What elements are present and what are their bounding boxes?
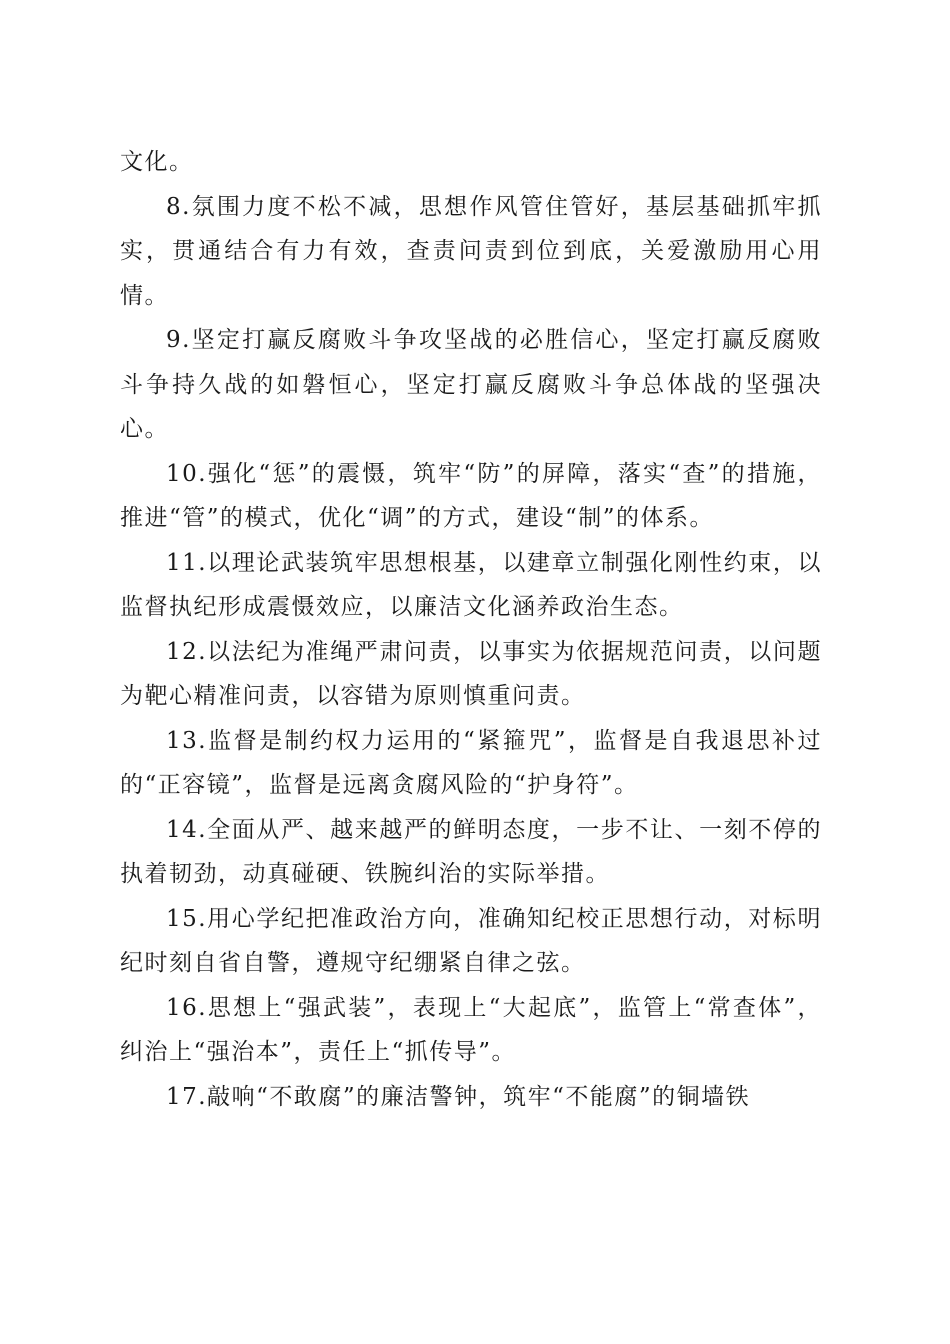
paragraph-item-12: 12.以法纪为准绳严肃问责，以事实为依据规范问责，以问题为靶心精准问责，以容错为原则慎重问责。 <box>120 638 822 709</box>
paragraph-item-14: 14.全面从严、越来越严的鲜明态度，一步不让、一刻不停的执着韧劲，动真碰硬、铁腕纠治的实际举措。 <box>120 816 822 887</box>
paragraph-item-17: 17.敲响“不敢腐”的廉洁警钟，筑牢“不能腐”的铜墙铁 <box>166 1083 751 1110</box>
paragraph-item-9: 9.坚定打赢反腐败斗争攻坚战的必胜信心，坚定打赢反腐败斗争持久战的如磐恒心，坚定打赢反腐败斗争总体战的坚强决心。 <box>120 327 822 442</box>
paragraph-continuation: 文化。 <box>120 149 194 175</box>
paragraph-item-10: 10.强化“惩”的震慑，筑牢“防”的屏障，落实“查”的措施，推进“管”的模式，优化“调”的方式，建设“制”的体系。 <box>120 460 822 531</box>
paragraph-item-11: 11.以理论武装筑牢思想根基，以建章立制强化刚性约束，以监督执纪形成震慑效应，以廉洁文化涵养政治生态。 <box>120 549 822 620</box>
paragraph-item-16: 16.思想上“强武装”，表现上“大起底”，监管上“常查体”，纠治上“强治本”，责任上“抓传导”。 <box>120 994 822 1065</box>
document-page <box>120 140 822 1119</box>
paragraph-item-15: 15.用心学纪把准政治方向，准确知纪校正思想行动，对标明纪时刻自省自警，遵规守纪绷紧自律之弦。 <box>120 905 822 976</box>
paragraph-item-8: 8.氛围力度不松不减，思想作风管住管好，基层基础抓牢抓实，贯通结合有力有效，查责问责到位到底，关爱激励用心用情。 <box>120 193 822 309</box>
paragraph-item-13: 13.监督是制约权力运用的“紧箍咒”，监督是自我退思补过的“正容镜”，监督是远离贪腐风险的“护身符”。 <box>120 727 822 798</box>
